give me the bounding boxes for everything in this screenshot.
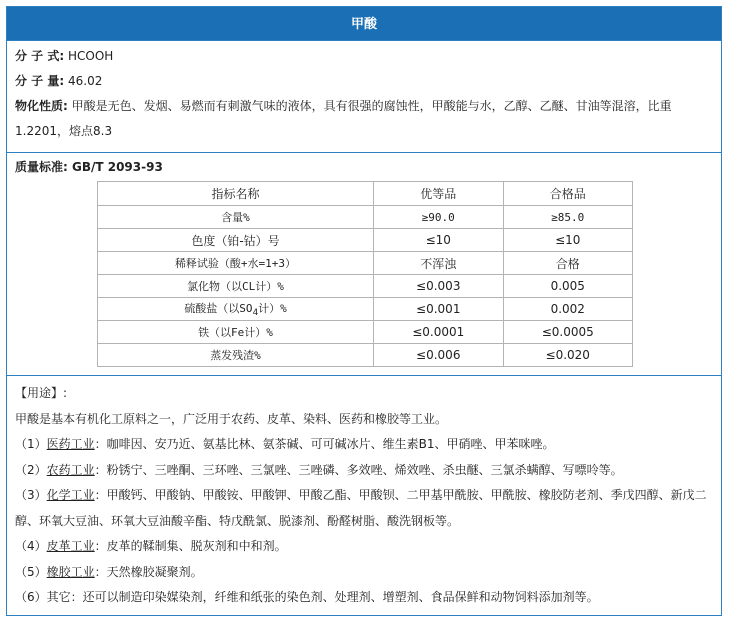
spec-name: 氯化物（以CL计）% xyxy=(98,275,374,298)
formula-label: 分 子 式: xyxy=(15,49,65,63)
properties-row xyxy=(15,94,713,119)
usage-text: ：天然橡胶凝聚剂。 xyxy=(94,564,203,579)
spec-name: 蒸发残渣% xyxy=(98,344,374,367)
usage-intro: 甲酸是基本有机化工原料之一，广泛用于农药、皮革、染料、医药和橡胶等工业。 xyxy=(15,411,448,426)
table-row xyxy=(98,275,633,298)
spec-name: 含量% xyxy=(98,206,374,229)
spec-premium: 不浑浊 xyxy=(374,252,503,275)
usage-text: ：皮革的鞣制集、脱灰剂和中和剂。 xyxy=(94,539,287,553)
weight-label: 分 子 量: xyxy=(15,74,65,88)
spec-name: 铁（以Fe计）% xyxy=(98,321,374,344)
usage-tag: 医药工业 xyxy=(46,437,95,451)
properties-label: 物化性质: xyxy=(15,99,68,113)
header-cell: 合格品 xyxy=(503,182,633,206)
spec-name-sub: 4 xyxy=(252,307,259,319)
table-row xyxy=(98,298,633,321)
spec-qualified: ≥85.0 xyxy=(503,206,633,229)
table-row xyxy=(98,206,633,229)
usage-item xyxy=(15,432,713,458)
formula-value: HCOOH xyxy=(67,49,114,63)
header-cell: 指标名称 xyxy=(98,182,374,206)
usage-num: （2） xyxy=(15,462,47,477)
spec-qualified: 合格 xyxy=(503,252,633,275)
spec-name xyxy=(98,298,374,321)
usage-item-continued: 醇、环氧大豆油、环氧大豆油酸辛酯、特戊酰氯、脱漆剂、酚醛树脂、酸洗钢板等。 xyxy=(15,513,460,528)
usage-num: （1） xyxy=(15,437,47,451)
spec-premium: ≤10 xyxy=(374,229,503,252)
page-title: 甲酸 xyxy=(6,6,722,41)
spec-name-pre: 硫酸盐（以SO xyxy=(184,301,253,315)
spec-name-post: 计）% xyxy=(258,301,287,315)
usage-item xyxy=(15,458,713,484)
standard-label: 质量标准: GB/T 2093-93 xyxy=(15,160,163,174)
usage-num: （6） xyxy=(15,590,47,604)
formula-row xyxy=(15,44,713,69)
header-cell: 优等品 xyxy=(374,182,503,206)
spec-premium: ≥90.0 xyxy=(374,206,503,229)
usage-text: ：粉锈宁、三唑酮、三环唑、三氯唑、三唑磷、多效唑、烯效唑、杀虫醚、三氯杀螨醇、写嘌呤等。 xyxy=(94,462,623,477)
spec-table xyxy=(97,181,633,367)
usage-text: ：咖啡因、安乃近、氨基比林、氨茶碱、可可碱冰片、维生素B1、甲硝唑、甲苯咪唑。 xyxy=(94,437,555,451)
usage-num: （4） xyxy=(15,539,47,553)
basic-info-section xyxy=(6,41,722,153)
properties-text-1: 甲酸是无色、发烟、易燃而有刺激气味的液体，具有很强的腐蚀性，甲酸能与水，乙醇、乙醚、甘油等混溶，比重 xyxy=(71,99,672,113)
usage-section xyxy=(6,376,722,616)
table-row xyxy=(98,229,633,252)
spec-qualified: ≤10 xyxy=(503,229,633,252)
spec-premium: ≤0.001 xyxy=(374,298,503,321)
table-row xyxy=(98,321,633,344)
usage-tag: 农药工业 xyxy=(46,462,95,477)
usage-num: （3） xyxy=(15,488,47,502)
spec-qualified: 0.005 xyxy=(503,275,633,298)
usage-num: （5） xyxy=(15,564,47,579)
usage-item xyxy=(15,483,713,509)
usage-text: 其它：还可以制造印染媒染剂，纤维和纸张的染色剂、处理剂、增塑剂、食品保鲜和动物饲料添加剂等。 xyxy=(46,590,599,604)
usage-heading: 【用途】: xyxy=(15,386,68,400)
standard-section xyxy=(6,153,722,376)
usage-item xyxy=(15,560,713,586)
usage-tag: 化学工业 xyxy=(46,488,95,502)
table-row xyxy=(98,344,633,367)
table-header-row xyxy=(98,182,633,206)
usage-tag: 橡胶工业 xyxy=(46,564,95,579)
usage-tag: 皮革工业 xyxy=(46,539,95,553)
spec-premium: ≤0.006 xyxy=(374,344,503,367)
spec-premium: ≤0.003 xyxy=(374,275,503,298)
usage-item xyxy=(15,585,713,611)
spec-premium: ≤0.0001 xyxy=(374,321,503,344)
spec-qualified: ≤0.020 xyxy=(503,344,633,367)
table-row xyxy=(98,252,633,275)
spec-qualified: ≤0.0005 xyxy=(503,321,633,344)
weight-row xyxy=(15,69,713,94)
usage-text: ：甲酸钙、甲酸钠、甲酸铵、甲酸钾、甲酸乙酯、甲酸钡、二甲基甲酰胺、甲酰胺、橡胶防老剂、季戊四醇、新戊二 xyxy=(94,488,707,502)
usage-item xyxy=(15,534,713,560)
spec-qualified: 0.002 xyxy=(503,298,633,321)
properties-text-2: 1.2201，熔点8.3 xyxy=(15,124,113,138)
spec-name: 稀释试验（酸+水=1+3） xyxy=(98,252,374,275)
spec-name: 色度（铂-钴）号 xyxy=(98,229,374,252)
weight-value: 46.02 xyxy=(67,74,103,88)
product-sheet xyxy=(6,6,722,616)
